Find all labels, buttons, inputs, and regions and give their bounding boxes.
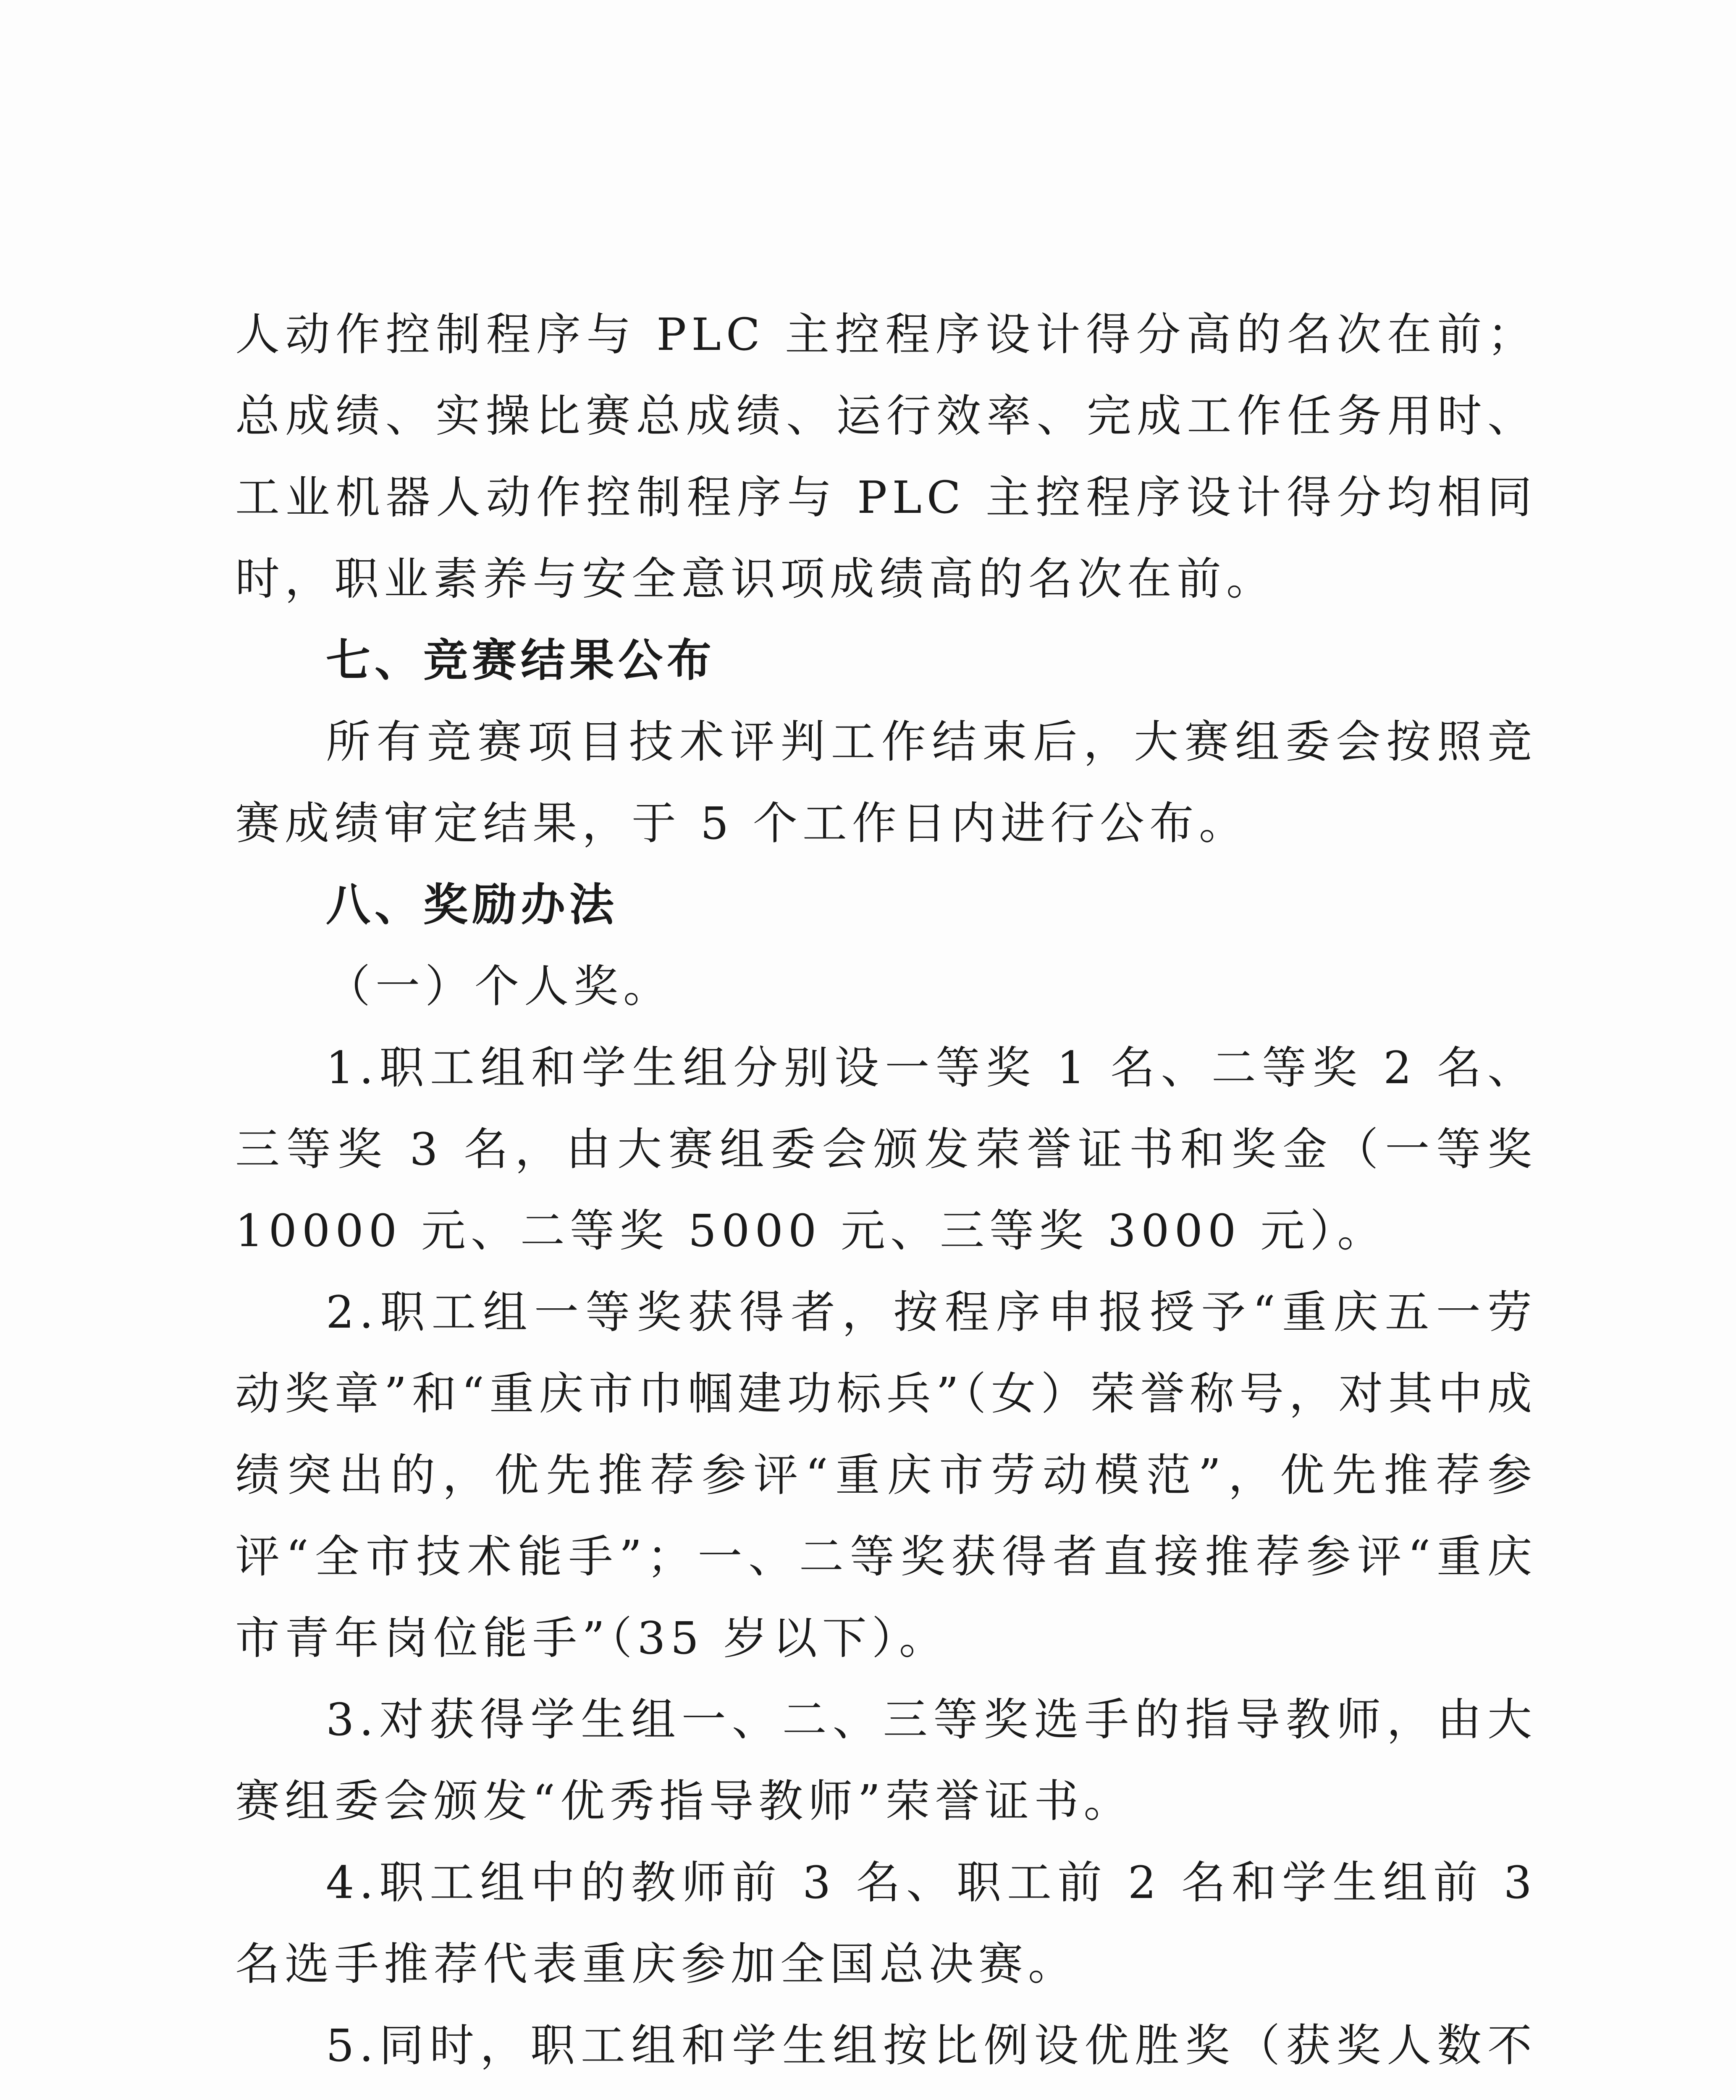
paragraph-results-announcement: 所有竞赛项目技术评判工作结束后，大赛组委会按照竞赛成绩审定结果，于 5 个工作日内进行公布。: [235, 716, 1537, 849]
heading-reward-methods: 八、奖励办法: [326, 879, 618, 931]
heading-results-announcement: 七、竞赛结果公布: [326, 635, 716, 686]
paragraph-award-item-3: 3.对获得学生组一、二、三等奖选手的指导教师，由大赛组委会颁发“优秀指导教师”荣誉证书。: [235, 1694, 1537, 1827]
subheading-individual-award: （一）个人奖。: [326, 961, 673, 1012]
paragraph-ranking-continuation: 人动作控制程序与 PLC 主控程序设计得分高的名次在前；总成绩、实操比赛总成绩、运行效率、完成工作任务用时、工业机器人动作控制程序与 PLC 主控程序设计得分均相同时，职业素养与安全意识项成绩高的名次在前。: [235, 309, 1537, 605]
paragraph-award-item-5: 5.同时，职工组和学生组按比例设优胜奖（获奖人数不: [326, 2020, 1537, 2071]
document-body: [235, 294, 1537, 2100]
paragraph-award-item-2: 2.职工组一等奖获得者，按程序申报授予“重庆五一劳动奖章”和“重庆市巾帼建功标兵”（女）荣誉称号，对其中成绩突出的，优先推荐参评“重庆市劳动模范”，优先推荐参评“全市技术能手”；一、二等奖获得者直接推荐参评“重庆市青年岗位能手”（35 岁以下）。: [235, 1286, 1537, 1664]
paragraph-award-item-4: 4.职工组中的教师前 3 名、职工前 2 名和学生组前 3 名选手推荐代表重庆参加全国总决赛。: [235, 1857, 1537, 1990]
paragraph-award-item-1: 1.职工组和学生组分别设一等奖 1 名、二等奖 2 名、三等奖 3 名，由大赛组委会颁发荣誉证书和奖金（一等奖 10000 元、二等奖 5000 元、三等奖 3000 元）。: [235, 1042, 1537, 1257]
